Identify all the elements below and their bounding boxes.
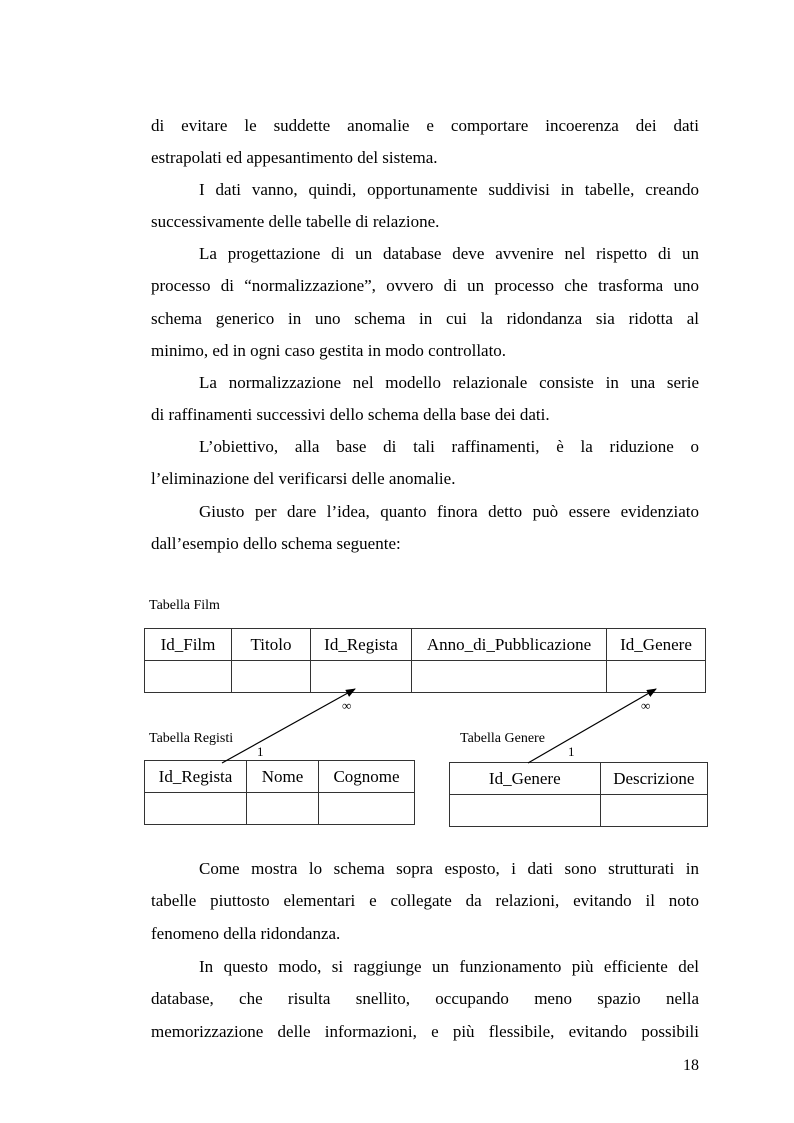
column-header: Cognome	[319, 761, 415, 793]
text-line: I dati vanno, quindi, opportunamente suddivisi in tabelle, creando	[199, 180, 699, 199]
text-line: fenomeno della ridondanza.	[151, 923, 341, 943]
text-line: di raffinamenti successivi dello schema della base dei dati.	[151, 405, 550, 425]
text-line: Giusto per dare l’idea, quanto finora detto può essere evidenziato	[199, 502, 699, 521]
text-line: estrapolati ed appesantimento del sistema.	[151, 148, 438, 168]
text-line: schema generico in uno schema in cui la ridondanza sia ridotta al	[151, 308, 699, 328]
column-header: Id_Regista	[145, 761, 247, 793]
text-line: Come mostra lo schema sopra esposto, i dati sono strutturati in	[199, 859, 699, 878]
paragraph-7	[151, 853, 699, 950]
text-line: l’eliminazione del verificarsi delle anomalie.	[151, 469, 456, 489]
genere-table-caption: Tabella Genere	[460, 731, 545, 746]
text-line: memorizzazione delle informazioni, e più flessibile, evitando possibili	[151, 1021, 699, 1041]
page-number: 18	[683, 1057, 699, 1074]
registi-film-relation-line	[222, 689, 355, 763]
paragraph-8	[151, 951, 699, 1048]
text-line: La progettazione di un database deve avvenire nel rispetto di un	[199, 244, 699, 263]
text-line: database, che risulta snellito, occupando meno spazio nella	[151, 989, 699, 1009]
column-header: Id_Genere	[607, 629, 706, 661]
text-line: In questo modo, si raggiunge un funzionamento più efficiente del	[199, 957, 699, 976]
column-header: Id_Regista	[311, 629, 412, 661]
column-header: Anno_di_Pubblicazione	[412, 629, 607, 661]
text-line: tabelle piuttosto elementari e collegate da relazioni, evitando il noto	[151, 891, 699, 911]
column-header: Id_Film	[145, 629, 232, 661]
text-line: di evitare le suddette anomalie e comportare incoerenza dei dati	[151, 116, 699, 135]
text-line: minimo, ed in ogni caso gestita in modo controllato.	[151, 340, 507, 360]
registi-table-caption: Tabella Registi	[149, 731, 234, 746]
column-header: Id_Genere	[450, 763, 601, 795]
registi-film-many-label: ∞	[342, 698, 352, 713]
genere-film-one-label: 1	[568, 744, 575, 759]
text-line: La normalizzazione nel modello relazionale consiste in una serie	[199, 373, 699, 392]
genere-film-many-label: ∞	[641, 698, 651, 713]
text-line: processo di “normalizzazione”, ovvero di un processo che trasforma uno	[151, 276, 699, 296]
column-header: Descrizione	[600, 763, 707, 795]
text-line: dall’esempio dello schema seguente:	[151, 534, 401, 554]
column-header: Titolo	[232, 629, 311, 661]
genere-film-relation-line	[528, 689, 656, 763]
registi-film-one-label: 1	[257, 744, 264, 759]
text-line: L’obiettivo, alla base di tali raffinamenti, è la riduzione o	[199, 437, 699, 456]
text-line: successivamente delle tabelle di relazione.	[151, 212, 440, 232]
column-header: Nome	[247, 761, 319, 793]
film-table-caption: Tabella Film	[149, 598, 220, 613]
